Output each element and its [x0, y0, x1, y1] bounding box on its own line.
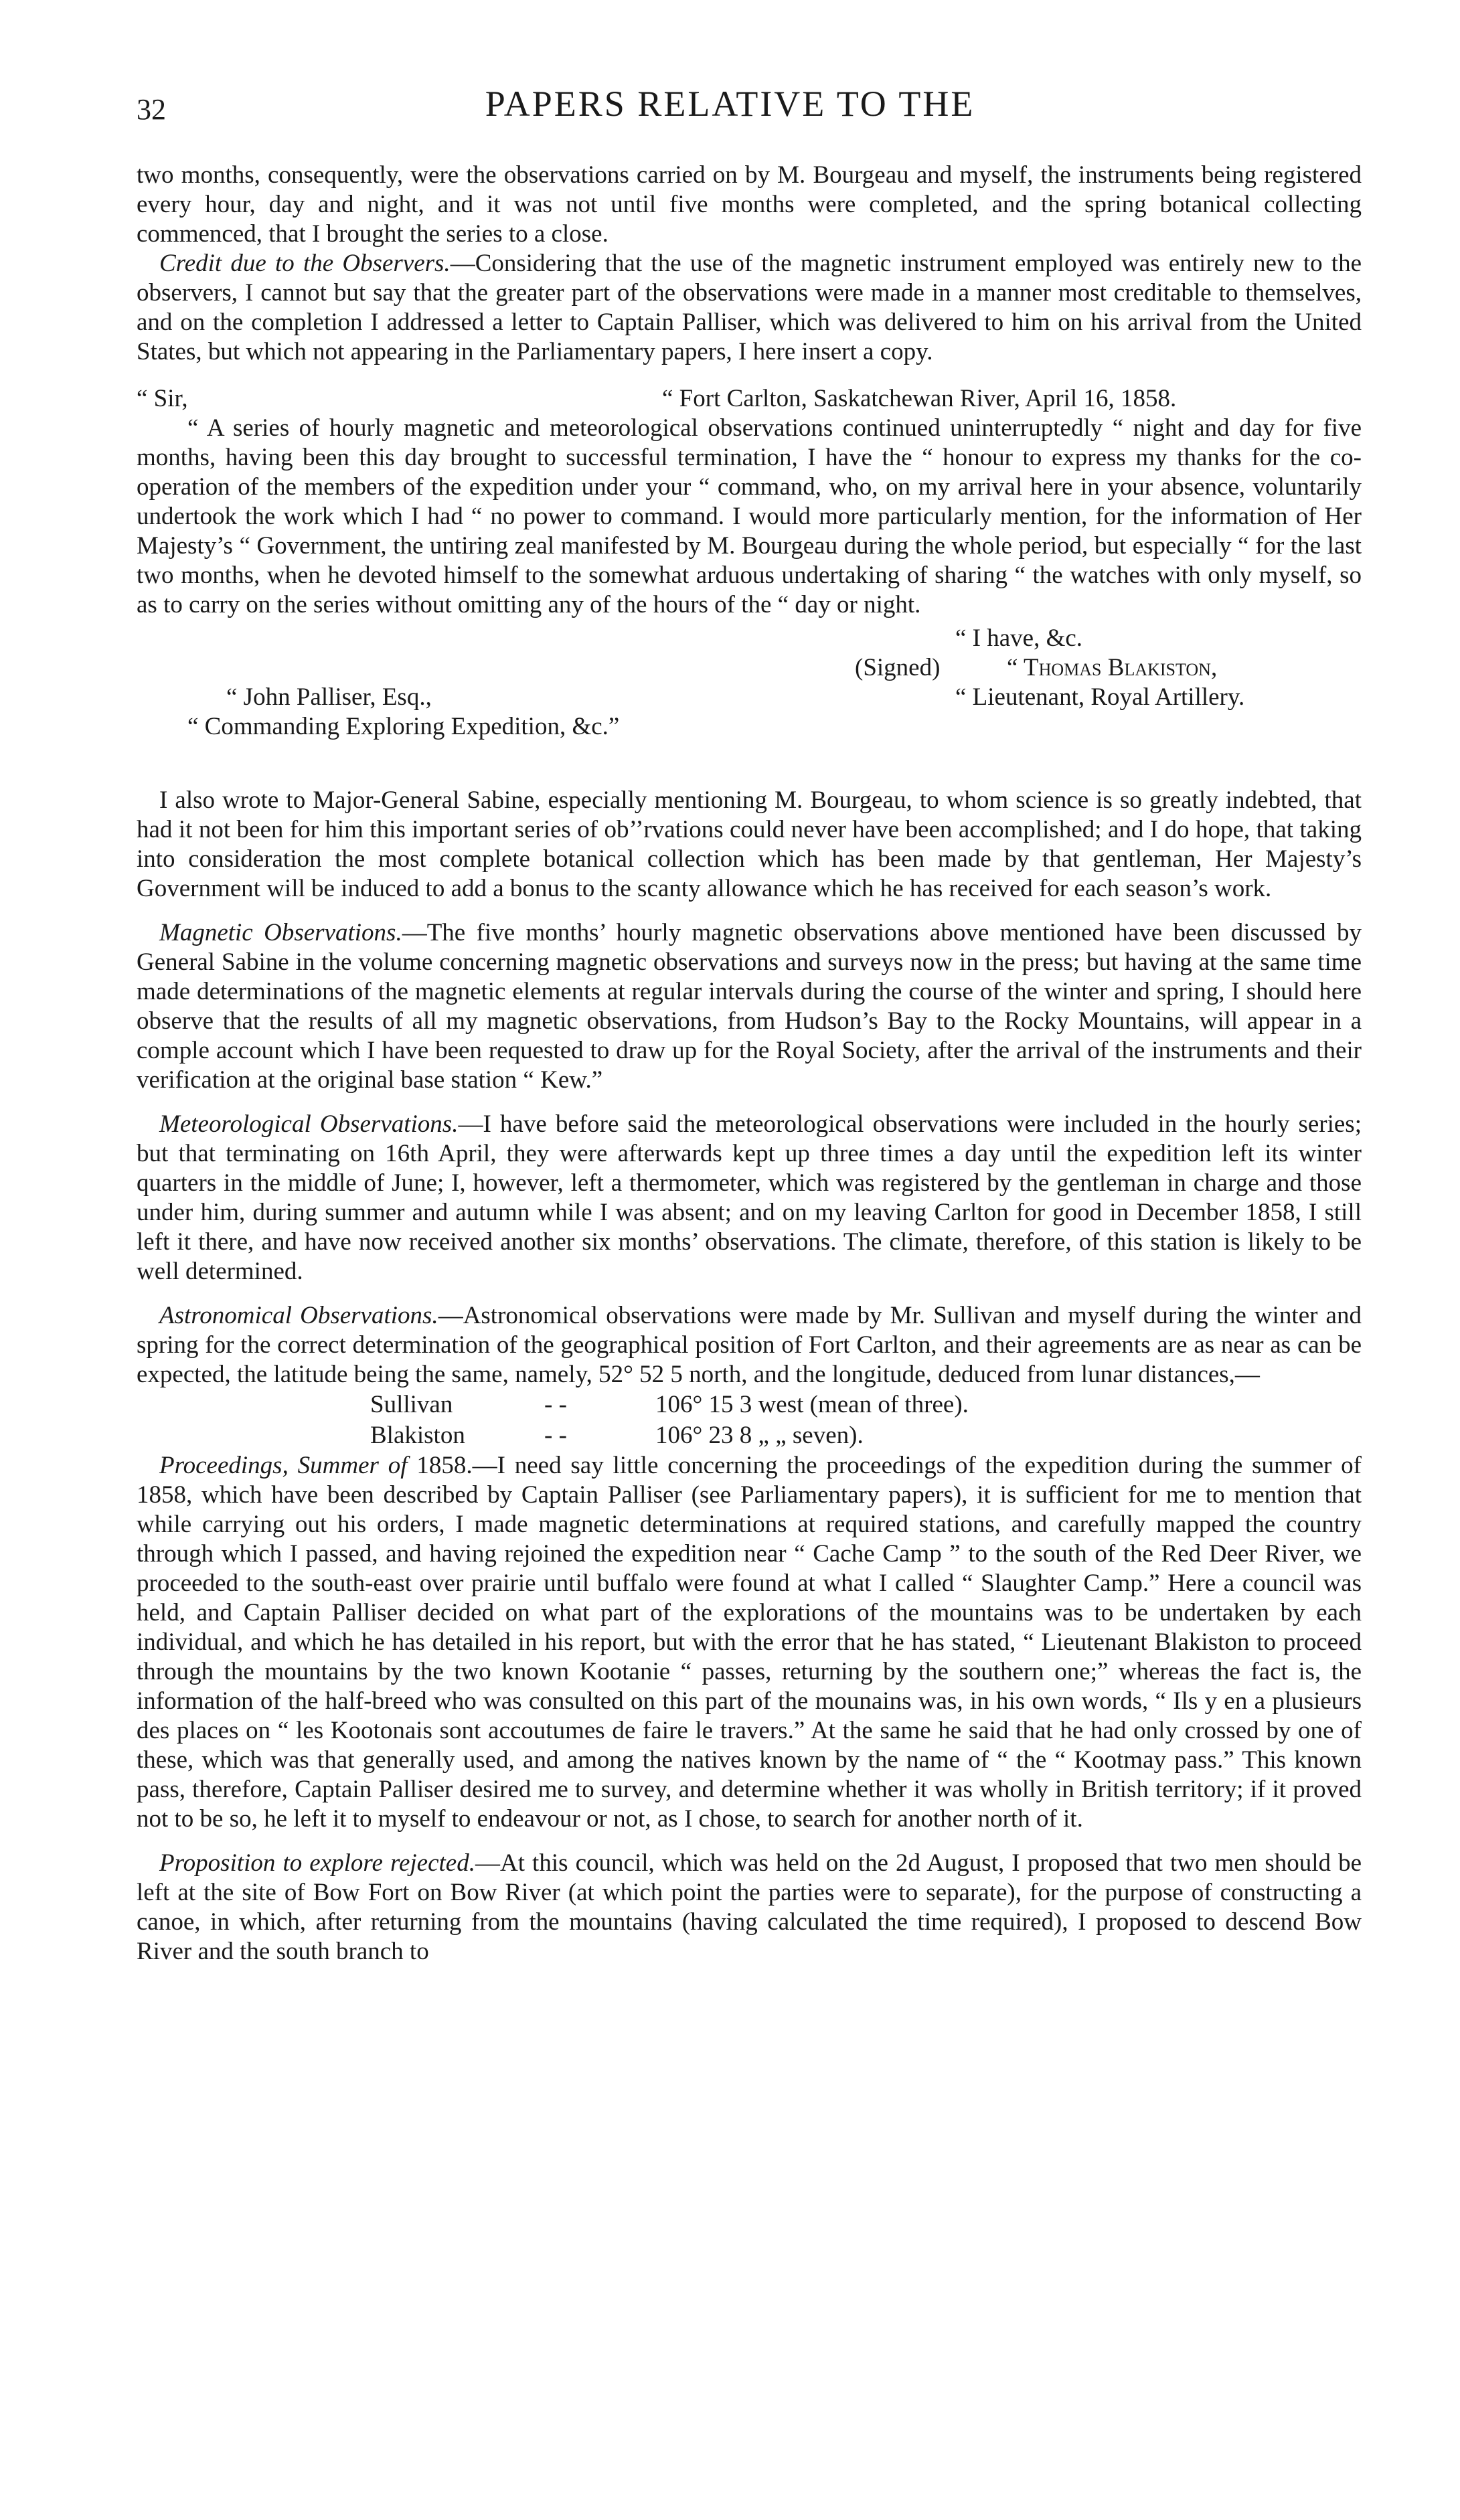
proposition-heading: Proposition to explore rejected. [159, 1849, 475, 1877]
letter-addressee-name: “ John Palliser, Esq., [226, 683, 432, 711]
proceedings-heading: Proceedings, Summer of [159, 1452, 408, 1479]
meteorological-heading: Meteorological Observations. [159, 1110, 459, 1138]
astronomical-paragraph [137, 1301, 1362, 1390]
letter-closing: “ I have, &c. [955, 624, 1083, 652]
longitude-row [137, 1420, 1362, 1451]
longitude-dash: - - [544, 1422, 567, 1449]
longitude-observer: Blakiston [370, 1422, 465, 1449]
credit-heading: Credit due to the Observers. [159, 250, 451, 277]
meteorological-paragraph [137, 1110, 1362, 1286]
intro-paragraph: two months, consequently, were the observations carried on by M. Bourgeau and myself, the instruments being registered every hour, day and night, and it was not until five months were completed, and the spring botanical collecting commenced, that I brought the series to a close. [137, 161, 1362, 248]
longitude-observer: Sullivan [370, 1391, 453, 1418]
letter-dateline: “ Fort Carlton, Saskatchewan River, April 16, 1858. [662, 385, 1177, 412]
astronomical-text: —Astronomical observations were made by Mr. Sullivan and myself during the winter and spring for the correct determination of the geographical position of Fort Carlton, and their agreements are as near as can be expected, the latitude being the same, namely, 52° 52 5 north, and the longitude, deduced from lunar distances,— [137, 1302, 1362, 1388]
proceedings-text: 1858.—I need say little concerning the proceedings of the expedition during the summer of 1858, which have been described by Captain Palliser (see Parliamentary papers), it is sufficient for me to mention that while carrying out his orders, I made magnetic determinations at required stations, and carefully mapped the country through which I passed, and having rejoined the expedition near “ Cache Camp ” to the south of the Red Deer River, we proceeded to the south-east over prairie until buffalo were found at what I called “ Slaughter Camp.” Here a council was held, and Captain Palliser decided on what part of the explorations of the mountains was to be undertaken by each individual, and which he has detailed in his report, but with the error that he has stated, “ Lieutenant Blakiston to proceed through the mountains by the two known Kootanie “ passes, returning by the southern one;” whereas the fact is, the information of the half-breed who was consulted on this part of the mounains was, in his own words, “ Ils y en a plusieurs des places on “ les Kootonais sont accoutumes de faire le travers.” At the same he said that he had only crossed by one of these, which was that generally used, and among the natives known by the name of “ the “ Kootmay pass.” This known pass, therefore, Captain Palliser desired me to survey, and determine whether it was wholly in British territory; if it proved not to be so, he left it to myself to endeavour or not, as I chose, to search for another north of it. [137, 1452, 1362, 1833]
longitude-value: 106° 23 8 „ „ seven). [655, 1422, 864, 1449]
letter-signatory-rank: “ Lieutenant, Royal Artillery. [955, 683, 1245, 711]
astronomical-heading: Astronomical Observations. [159, 1302, 438, 1329]
letter-block [137, 384, 1362, 742]
magnetic-text: —The five months’ hourly magnetic observations above mentioned have been discussed by General Sabine in the volume concerning magnetic observations and surveys now in the press; but having at the same time made determinations of the magnetic elements at regular intervals during the course of the winter and spring, I should here observe that the results of all my magnetic observations, from Hudson’s Bay to the Rocky Mountains, will appear in a comple account which I have been requested to draw up for the Royal Society, after the arrival of the instruments and their verification at the original base station “ Kew.” [137, 919, 1362, 1094]
page-number: 32 [137, 93, 166, 126]
letter-header-row [137, 384, 1362, 414]
letter-addressee-title: “ Commanding Exploring Expedition, &c.” [187, 713, 620, 740]
running-header: PAPERS RELATIVE TO THE [485, 84, 975, 124]
letter-closing-row [137, 624, 1362, 653]
magnetic-paragraph [137, 918, 1362, 1095]
credit-text: —Considering that the use of the magnetic instrument employed was entirely new to the observers, I cannot but say that the greater part of the observations were made in a manner most creditable to themselves, and on the completion I addressed a letter to Captain Palliser, which was delivered to him on his arrival from the United States, but which not appearing in the Parliamentary papers, I here insert a copy. [137, 250, 1362, 365]
longitude-value: 106° 15 3 west (mean of three). [655, 1391, 969, 1418]
letter-addressee-title-row [137, 712, 1362, 742]
letter-signature-row [137, 653, 1362, 683]
letter-salutation: “ Sir, [137, 385, 188, 412]
letter-body: “ A series of hourly magnetic and meteorological observations continued uninterruptedly “ night and day for five months, having been this day brought to successful termination, I have the “ honour to express my thanks for the co-operation of the members of the expedition under your “ command, who, on my arrival here in your absence, voluntarily undertook the work which I had “ no power to command. I would more particularly mention, for the information of Her Majesty’s “ Government, the untiring zeal manifested by M. Bourgeau during the whole period, but especially “ for the last two months, when he devoted himself to the somewhat arduous undertaking of sharing “ the watches with only myself, so as to carry on the series without omitting any of the hours of the “ day or night. [137, 414, 1362, 618]
longitude-table [137, 1390, 1362, 1451]
longitude-row [137, 1390, 1362, 1420]
proposition-text: —At this council, which was held on the 2d August, I proposed that two men should be left at the site of Bow Fort on Bow River (at which point the parties were to separate), for the purpose of constructing a canoe, in which, after returning from the mountains (having calculated the time required), I proposed to descend Bow River and the south branch to [137, 1849, 1362, 1965]
proceedings-paragraph [137, 1451, 1362, 1834]
letter-signatory: “ Thomas Blakiston, [1007, 654, 1218, 681]
meteorological-text: —I have before said the meteorological observations were included in the hourly series; but that terminating on 16th April, they were afterwards kept up three times a day until the expedition left its winter quarters in the middle of June; I, however, left a thermometer, which was registered by the gentleman in charge and those under him, during summer and autumn while I was absent; and on my leaving Carlton for good in December 1858, I still left it there, and have now received another six months’ observations. The climate, therefore, of this station is likely to be well determined. [137, 1110, 1362, 1285]
letter-addressee-row [137, 683, 1362, 712]
body-column [137, 161, 1362, 1966]
credit-paragraph [137, 249, 1362, 367]
letter-signed-label: (Signed) [855, 654, 941, 681]
magnetic-heading: Magnetic Observations. [159, 919, 402, 946]
longitude-dash: - - [544, 1391, 567, 1418]
sabine-paragraph: I also wrote to Major-General Sabine, especially mentioning M. Bourgeau, to whom science is so greatly indebted, that had it not been for him this important series of ob’’rvations could never have been accomplished; and I do hope, that taking into consideration the most complete botanical collection which has been made by that gentleman, Her Majesty’s Government will be induced to add a bonus to the scanty allowance which he has received for each season’s work. [137, 786, 1362, 902]
proposition-paragraph [137, 1849, 1362, 1966]
